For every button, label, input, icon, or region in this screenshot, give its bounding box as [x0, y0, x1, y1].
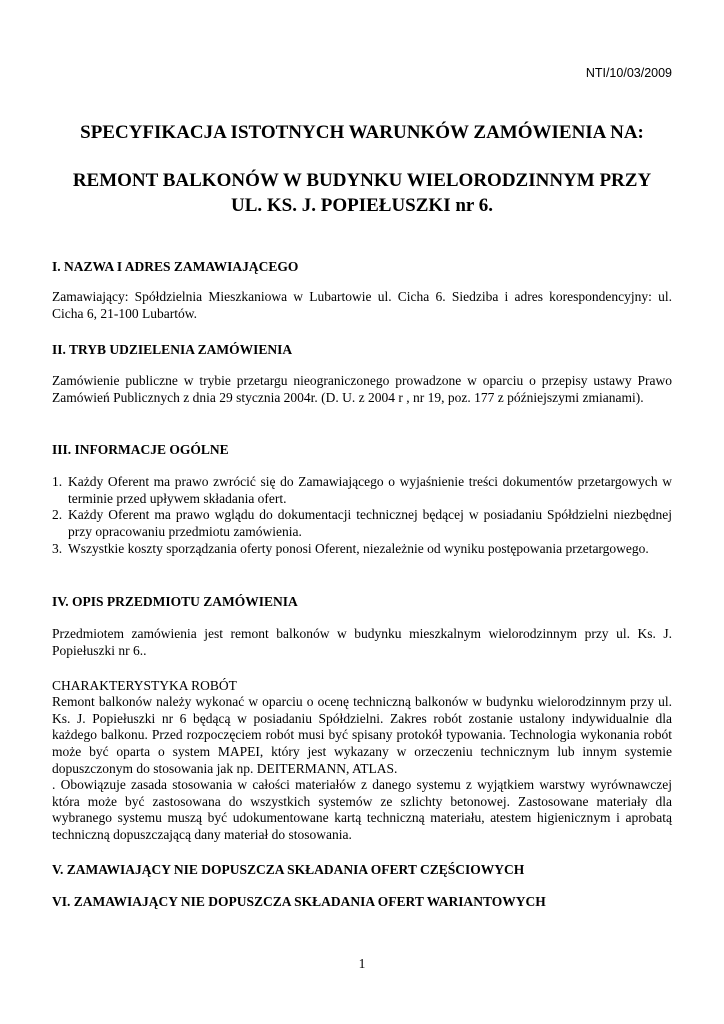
list-item-number: 1. — [52, 474, 63, 489]
section-1-text: Zamawiający: Spółdzielnia Mieszkaniowa w Lubartowie ul. Cicha 6. Siedziba i adres korespondencyjny: ul. Cicha 6, 21-100 Lubartów. — [52, 289, 672, 321]
subject-title-line1: REMONT BALKONÓW W BUDYNKU WIELORODZINNYM PRZY — [72, 170, 652, 191]
section-6-heading: VI. ZAMAWIAJĄCY NIE DOPUSZCZA SKŁADANIA OFERT WARIANTOWYCH — [52, 894, 546, 909]
document-number: NTI/10/03/2009 — [585, 66, 672, 80]
section-2-heading: II. TRYB UDZIELENIA ZAMÓWIENIA — [52, 342, 293, 357]
section-3-heading: III. INFORMACJE OGÓLNE — [52, 442, 229, 457]
section-4-text: Przedmiotem zamówienia jest remont balkonów w budynku mieszkalnym wielorodzinnym przy ul. Ks. J. Popiełuszki nr 6.. — [52, 626, 672, 658]
section-5-heading: V. ZAMAWIAJĄCY NIE DOPUSZCZA SKŁADANIA OFERT CZĘŚCIOWYCH — [52, 862, 525, 877]
section-4-heading: IV. OPIS PRZEDMIOTU ZAMÓWIENIA — [52, 594, 298, 609]
list-item-text: Każdy Oferent ma prawo wglądu do dokumentacji technicznej będącej w posiadaniu Spółdzielni niezbędnej przy opracowaniu przedmiotu zamówienia. — [68, 507, 672, 540]
general-info-list — [52, 474, 672, 558]
list-item — [52, 541, 672, 558]
characteristics-text-2: . Obowiązuje zasada stosowania w całości materiałów z danego systemu z wyjątkiem warstwy wyrównawczej która może być zastosowana do wszystkich systemów ze szlichty betonowej. Zastosowane materiały dla wybranego systemu muszą być udokumentowane kartą techniczną materiału, atestem higienicznym i aprobatą techniczną dopuszczającą dany materiał do stosowania. — [52, 777, 672, 843]
list-item — [52, 507, 672, 540]
section-2-text: Zamówienie publiczne w trybie przetargu nieograniczonego prowadzone w oparciu o przepisy ustawy Prawo Zamówień Publicznych z dnia 29 stycznia 2004r. (D. U. z 2004 r , nr 19, poz. 177 z późniejszymi zmianami). — [52, 373, 672, 405]
list-item-text: Każdy Oferent ma prawo zwrócić się do Zamawiającego o wyjaśnienie treści dokumentów przetargowych w terminie przed upływem składania ofert. — [68, 474, 672, 506]
list-item-text: Wszystkie koszty sporządzania oferty ponosi Oferent, niezależnie od wyniku postępowania przetargowego. — [68, 540, 649, 556]
list-item — [52, 474, 672, 507]
list-item-number: 2. — [52, 507, 63, 523]
spec-title: SPECYFIKACJA ISTOTNYCH WARUNKÓW ZAMÓWIENIA NA: — [80, 122, 644, 143]
characteristics-text: Remont balkonów należy wykonać w oparciu o ocenę techniczną balkonów w budynku wielorodzinnym przy ul. Ks. J. Popiełuszki nr 6 będącą w posiadaniu Spółdzielni. Zakres robót zostanie ustalony indywidualnie dla każdego balkonu. Przed rozpoczęciem robót musi być spisany protokół typowania. Technologia wykonania robót może być oparta o system MAPEI, który jest wykazany w orzeczeniu technicznym lub innym systemie dopuszczonym do stosowania jak np. DEITERMANN, ATLAS. — [52, 694, 672, 776]
section-1-heading: I. NAZWA I ADRES ZAMAWIAJĄCEGO — [52, 259, 299, 274]
page-number: 1 — [358, 956, 366, 971]
characteristics-heading: CHARAKTERYSTYKA ROBÓT — [52, 678, 237, 693]
subject-title-line2: UL. KS. J. POPIEŁUSZKI nr 6. — [230, 195, 493, 216]
list-item-number: 3. — [52, 540, 63, 556]
